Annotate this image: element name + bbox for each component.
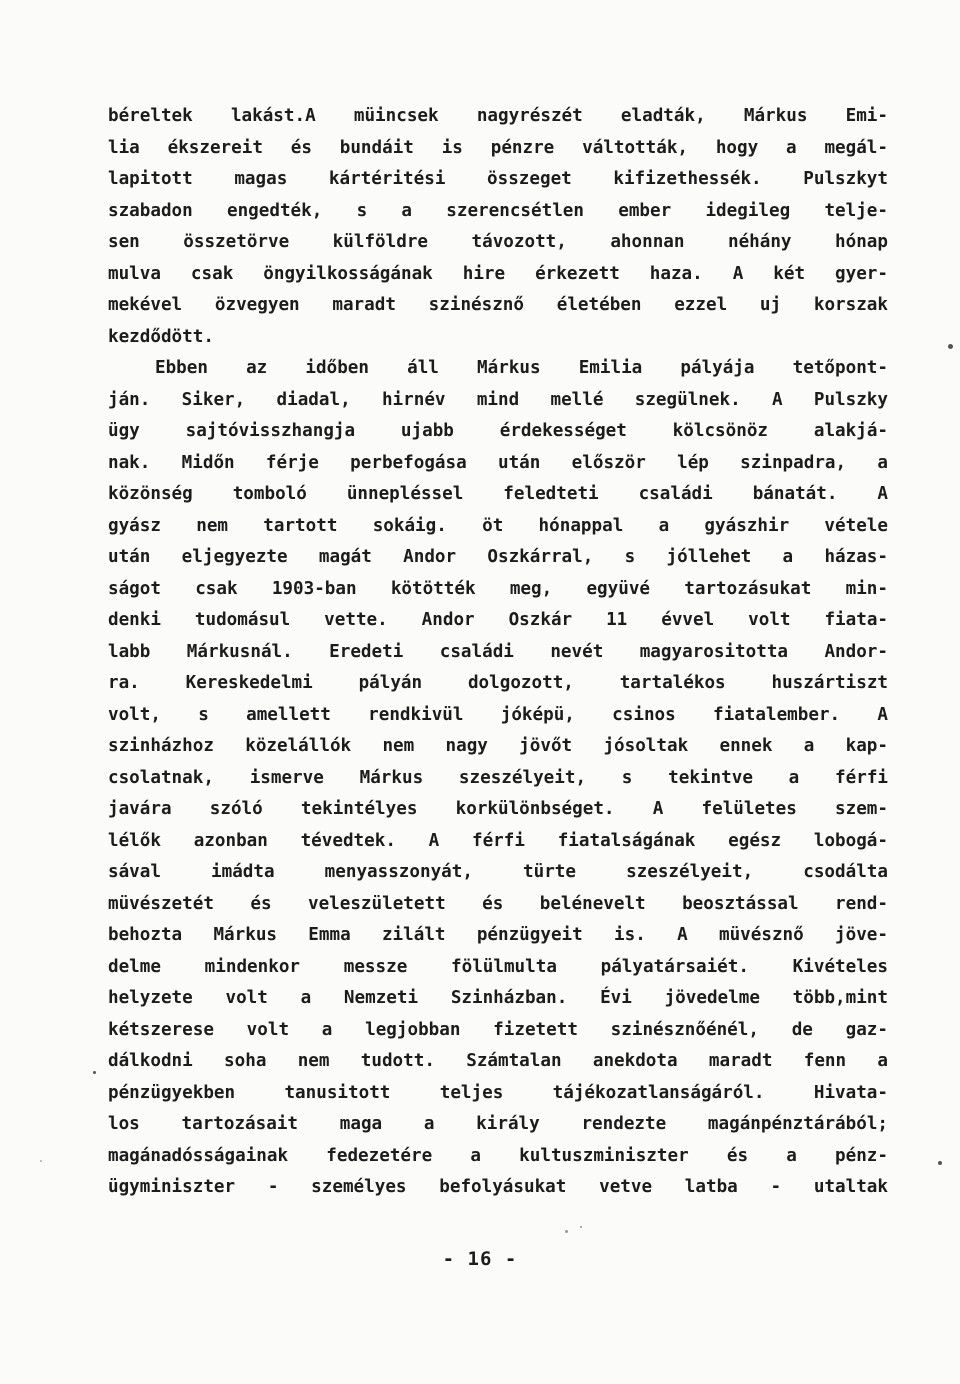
text-line: ságot csak 1903-ban kötötték meg, együvé tartozásukat min-	[108, 578, 888, 599]
text-line: los tartozásait maga a király rendezte magánpénztárából;	[108, 1114, 888, 1134]
scan-speck	[40, 1160, 42, 1162]
text-line: pénzügyekben tanusitott teljes tájékozatlanságáról. Hivata-	[108, 1082, 888, 1103]
text-line: labb Márkusnál. Eredeti családi nevét magyarositotta Andor-	[108, 641, 888, 662]
paragraph	[108, 101, 888, 353]
text-line: mekével özvegyen maradt szinésznő életében ezzel uj korszak	[108, 295, 888, 315]
text-line: után eljegyezte magát Andor Oszkárral, s jóllehet a házas-	[108, 547, 888, 567]
text-line: ján. Siker, diadal, hirnév mind mellé szegülnek. A Pulszky	[108, 389, 888, 410]
paragraph	[108, 353, 888, 1204]
text-line: denki tudomásul vette. Andor Oszkár 11 évvel volt fiata-	[108, 610, 888, 630]
text-line: lia ékszereit és bundáit is pénzre váltották, hogy a megál-	[108, 137, 888, 158]
text-line: ra. Kereskedelmi pályán dolgozott, tartalékos huszártiszt	[108, 673, 888, 693]
text-line: szinházhoz közelállók nem nagy jövőt jósoltak ennek a kap-	[108, 736, 888, 756]
scan-speck	[938, 1161, 942, 1165]
text-line: volt, s amellett rendkivül jóképü, csinos fiatalember. A	[108, 704, 888, 725]
text-line: magánadósságainak fedezetére a kultuszminiszter és a pénz-	[108, 1145, 888, 1166]
text-line: sen összetörve külföldre távozott, ahonnan néhány hónap	[108, 232, 888, 252]
text-line: lélők azonban tévedtek. A férfi fiatalságának egész lobogá-	[108, 830, 888, 851]
text-line: csolatnak, ismerve Márkus szeszélyeit, s tekintve a férfi	[108, 767, 888, 788]
scan-speck	[565, 1230, 568, 1233]
text-line: müvészetét és veleszületett és belénevelt beosztással rend-	[108, 893, 888, 914]
text-line: Ebben az időben áll Márkus Emilia pályája tetőpont-	[155, 358, 888, 378]
text-line: ügy sajtóvisszhangja ujabb érdekességet kölcsönöz alakjá-	[108, 421, 888, 441]
text-line: javára szóló tekintélyes korkülönbséget. A felületes szem-	[108, 799, 888, 819]
text-line: lapitott magas kártéritési összeget kifizethessék. Pulszkyt	[108, 169, 888, 189]
text-line: kezdődött.	[108, 326, 214, 347]
body-text	[108, 101, 888, 1204]
text-line: dálkodni soha nem tudott. Számtalan anekdota maradt fenn a	[108, 1051, 888, 1071]
text-line: sával imádta menyasszonyát, türte szeszélyeit, csodálta	[108, 862, 888, 882]
text-line: szabadon engedték, s a szerencsétlen ember idegileg telje-	[108, 200, 888, 221]
text-line: delme mindenkor messze fölülmulta pályatársaiét. Kivételes	[108, 956, 888, 977]
scan-speck	[93, 1071, 96, 1074]
text-line: közönség tomboló ünnepléssel feledteti családi bánatát. A	[108, 484, 888, 504]
text-line: nak. Midőn férje perbefogása után először lép szinpadra, a	[108, 452, 888, 473]
text-line: behozta Márkus Emma zilált pénzügyeit is. A müvésznő jöve-	[108, 925, 888, 945]
scan-speck	[948, 344, 953, 349]
text-line: béreltek lakást.A müincsek nagyrészét eladták, Márkus Emi-	[108, 106, 888, 126]
text-line: helyzete volt a Nemzeti Szinházban. Évi jövedelme több,mint	[108, 988, 888, 1008]
text-line: mulva csak öngyilkosságának hire érkezett haza. A két gyer-	[108, 263, 888, 284]
page-number: - 16 -	[442, 1248, 518, 1270]
text-line: gyász nem tartott sokáig. öt hónappal a gyászhir vétele	[108, 515, 888, 536]
text-line: kétszerese volt a legjobban fizetett szinésznőénél, de gaz-	[108, 1019, 888, 1040]
text-line: ügyminiszter - személyes befolyásukat vetve latba - utaltak	[108, 1177, 888, 1197]
scan-speck	[580, 1226, 582, 1228]
